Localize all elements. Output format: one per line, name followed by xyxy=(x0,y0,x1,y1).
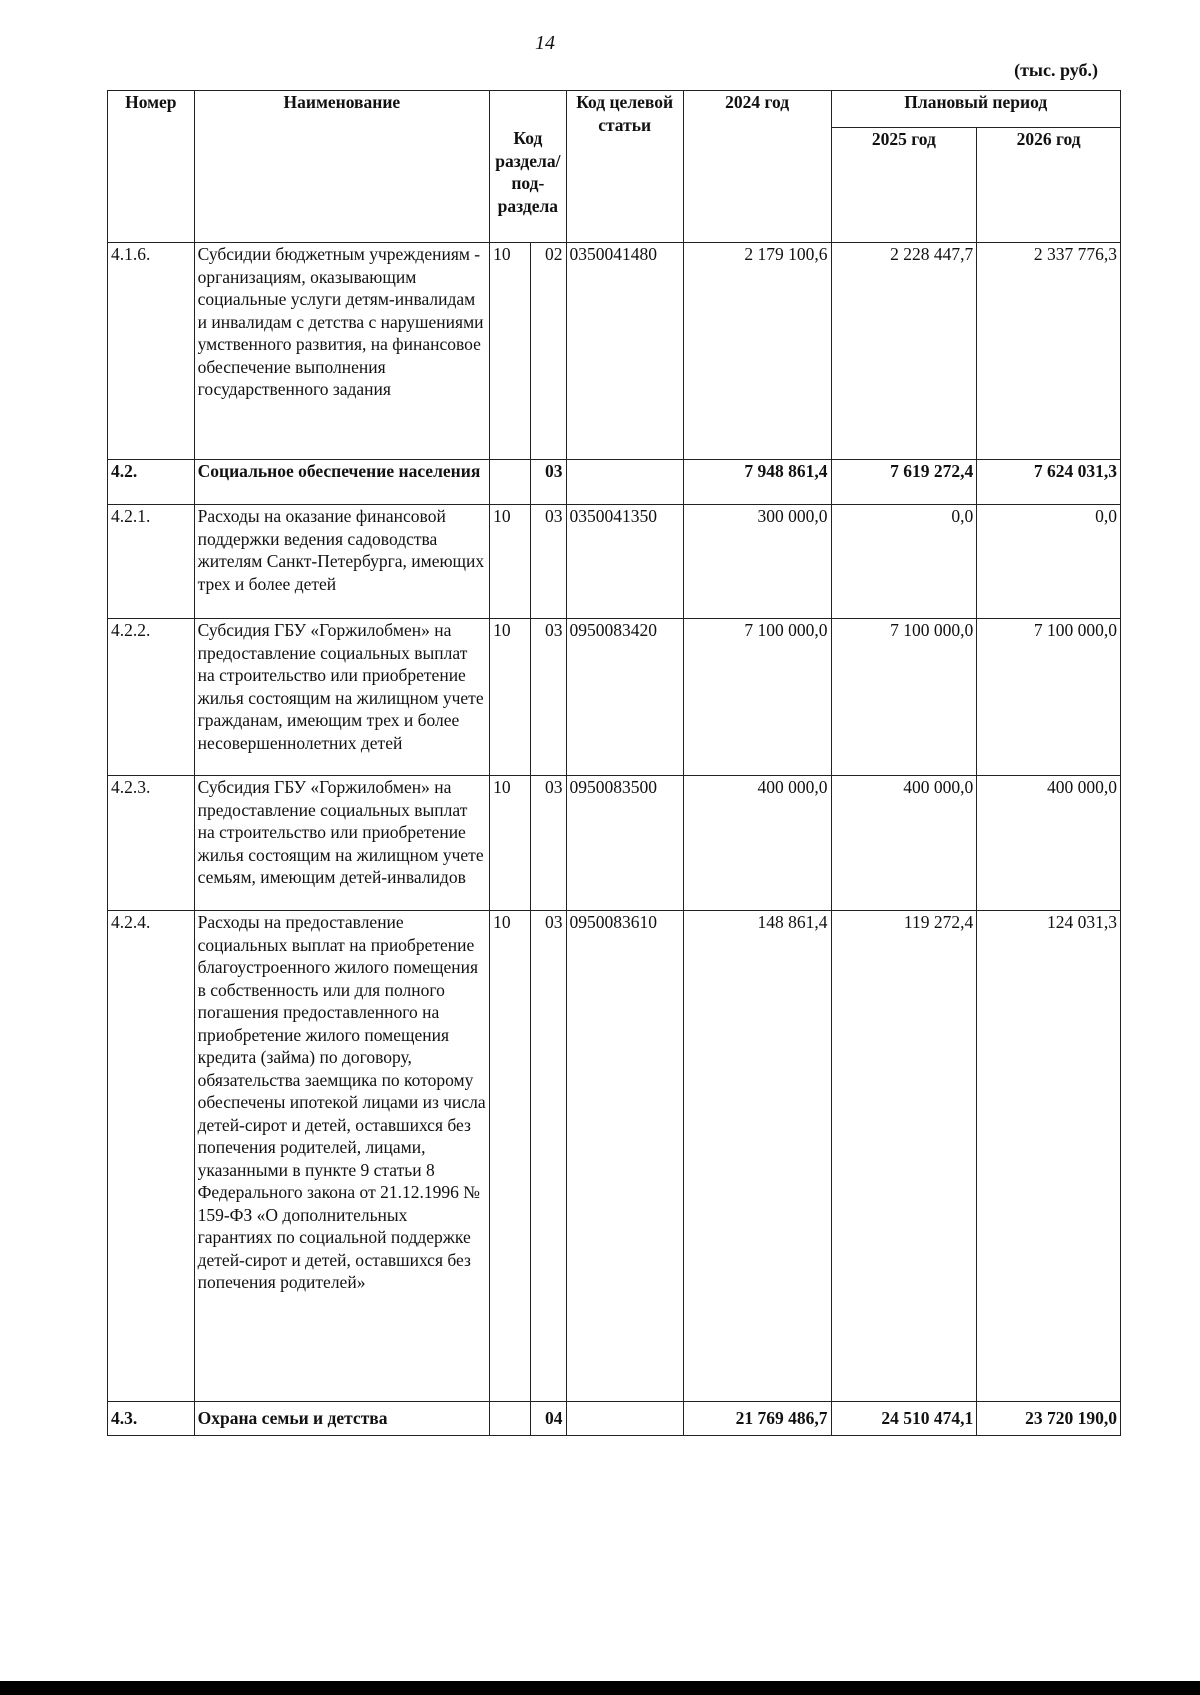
row-2025: 2 228 447,7 xyxy=(831,243,977,460)
row-2025: 119 272,4 xyxy=(831,911,977,1402)
table-row xyxy=(108,911,1121,1402)
row-2024: 21 769 486,7 xyxy=(683,1402,831,1436)
row-2026: 124 031,3 xyxy=(977,911,1121,1402)
row-section: 10 xyxy=(490,243,531,460)
scan-border xyxy=(0,1681,1200,1695)
row-2026: 7 100 000,0 xyxy=(977,619,1121,776)
header-2026: 2026 год xyxy=(977,128,1121,243)
row-name: Расходы на оказание финансовой поддержки ведения садоводства жителям Санкт-Петербурга, имеющих трех и более детей xyxy=(194,505,490,619)
row-number: 4.3. xyxy=(108,1402,195,1436)
row-2024: 148 861,4 xyxy=(683,911,831,1402)
row-number: 4.2.2. xyxy=(108,619,195,776)
table-row xyxy=(108,776,1121,911)
row-subsection: 03 xyxy=(530,776,566,911)
row-subsection: 03 xyxy=(530,505,566,619)
row-2026: 400 000,0 xyxy=(977,776,1121,911)
row-name: Охрана семьи и детства xyxy=(194,1402,490,1436)
row-section: 10 xyxy=(490,776,531,911)
row-name: Субсидии бюджетным учреждениям - организациям, оказывающим социальные услуги детям-инвалидам и инвалидам с детства с нарушениями умственного развития, на финансовое обеспечение выполнения государственного задания xyxy=(194,243,490,460)
row-number: 4.2.3. xyxy=(108,776,195,911)
row-target-code: 0950083500 xyxy=(566,776,683,911)
row-2026: 0,0 xyxy=(977,505,1121,619)
row-name: Расходы на предоставление социальных выплат на приобретение благоустроенного жилого помещения в собственность или для полного погашения предоставленного на приобретение жилого помещения кредита (займа) по договору, обязательства заемщика по которому обеспечены ипотекой лицами из числа детей-сирот и детей, оставшихся без попечения родителей, лицами, указанными в пункте 9 статьи 8 Федерального закона от 21.12.1996 № 159-ФЗ «О дополнительных гарантиях по социальной поддержке детей-сирот и детей, оставшихся без попечения родителей» xyxy=(194,911,490,1402)
row-section: 10 xyxy=(490,505,531,619)
row-subsection: 03 xyxy=(530,911,566,1402)
row-target-code: 0350041480 xyxy=(566,243,683,460)
header-planning-period: Плановый период xyxy=(831,91,1121,128)
row-2024: 2 179 100,6 xyxy=(683,243,831,460)
row-name: Субсидия ГБУ «Горжилобмен» на предоставление социальных выплат на строительство или приобретение жилья состоящим на жилищном учете семьям, имеющим детей-инвалидов xyxy=(194,776,490,911)
row-subsection: 03 xyxy=(530,460,566,505)
row-2026: 7 624 031,3 xyxy=(977,460,1121,505)
row-2024: 7 100 000,0 xyxy=(683,619,831,776)
row-2025: 7 100 000,0 xyxy=(831,619,977,776)
row-2026: 2 337 776,3 xyxy=(977,243,1121,460)
row-2026: 23 720 190,0 xyxy=(977,1402,1121,1436)
row-2025: 400 000,0 xyxy=(831,776,977,911)
row-number: 4.2.1. xyxy=(108,505,195,619)
table-row xyxy=(108,460,1121,505)
table-row xyxy=(108,243,1121,460)
header-section-code: Код раздела/ под-раздела xyxy=(490,91,566,243)
row-target-code: 0950083420 xyxy=(566,619,683,776)
row-target-code xyxy=(566,1402,683,1436)
row-subsection: 03 xyxy=(530,619,566,776)
row-section: 10 xyxy=(490,911,531,1402)
header-target-code: Код целевой статьи xyxy=(566,91,683,243)
row-target-code: 0350041350 xyxy=(566,505,683,619)
row-name: Субсидия ГБУ «Горжилобмен» на предоставление социальных выплат на строительство или приобретение жилья состоящим на жилищном учете гражданам, имеющим трех и более несовершеннолетних детей xyxy=(194,619,490,776)
row-target-code xyxy=(566,460,683,505)
header-2025: 2025 год xyxy=(831,128,977,243)
budget-table xyxy=(107,90,1121,1436)
row-section: 10 xyxy=(490,619,531,776)
header-name: Наименование xyxy=(194,91,490,243)
table-row xyxy=(108,619,1121,776)
row-target-code: 0950083610 xyxy=(566,911,683,1402)
row-2024: 7 948 861,4 xyxy=(683,460,831,505)
header-number: Номер xyxy=(108,91,195,243)
row-number: 4.2. xyxy=(108,460,195,505)
row-section xyxy=(490,1402,531,1436)
row-2024: 300 000,0 xyxy=(683,505,831,619)
row-name: Социальное обеспечение населения xyxy=(194,460,490,505)
page-number: 14 xyxy=(535,32,555,54)
row-subsection: 02 xyxy=(530,243,566,460)
row-subsection: 04 xyxy=(530,1402,566,1436)
row-2024: 400 000,0 xyxy=(683,776,831,911)
row-2025: 0,0 xyxy=(831,505,977,619)
row-2025: 7 619 272,4 xyxy=(831,460,977,505)
row-number: 4.2.4. xyxy=(108,911,195,1402)
row-section xyxy=(490,460,531,505)
row-number: 4.1.6. xyxy=(108,243,195,460)
table-row xyxy=(108,505,1121,619)
units-label: (тыс. руб.) xyxy=(1014,60,1098,80)
header-2024: 2024 год xyxy=(683,91,831,243)
table-row xyxy=(108,1402,1121,1436)
row-2025: 24 510 474,1 xyxy=(831,1402,977,1436)
